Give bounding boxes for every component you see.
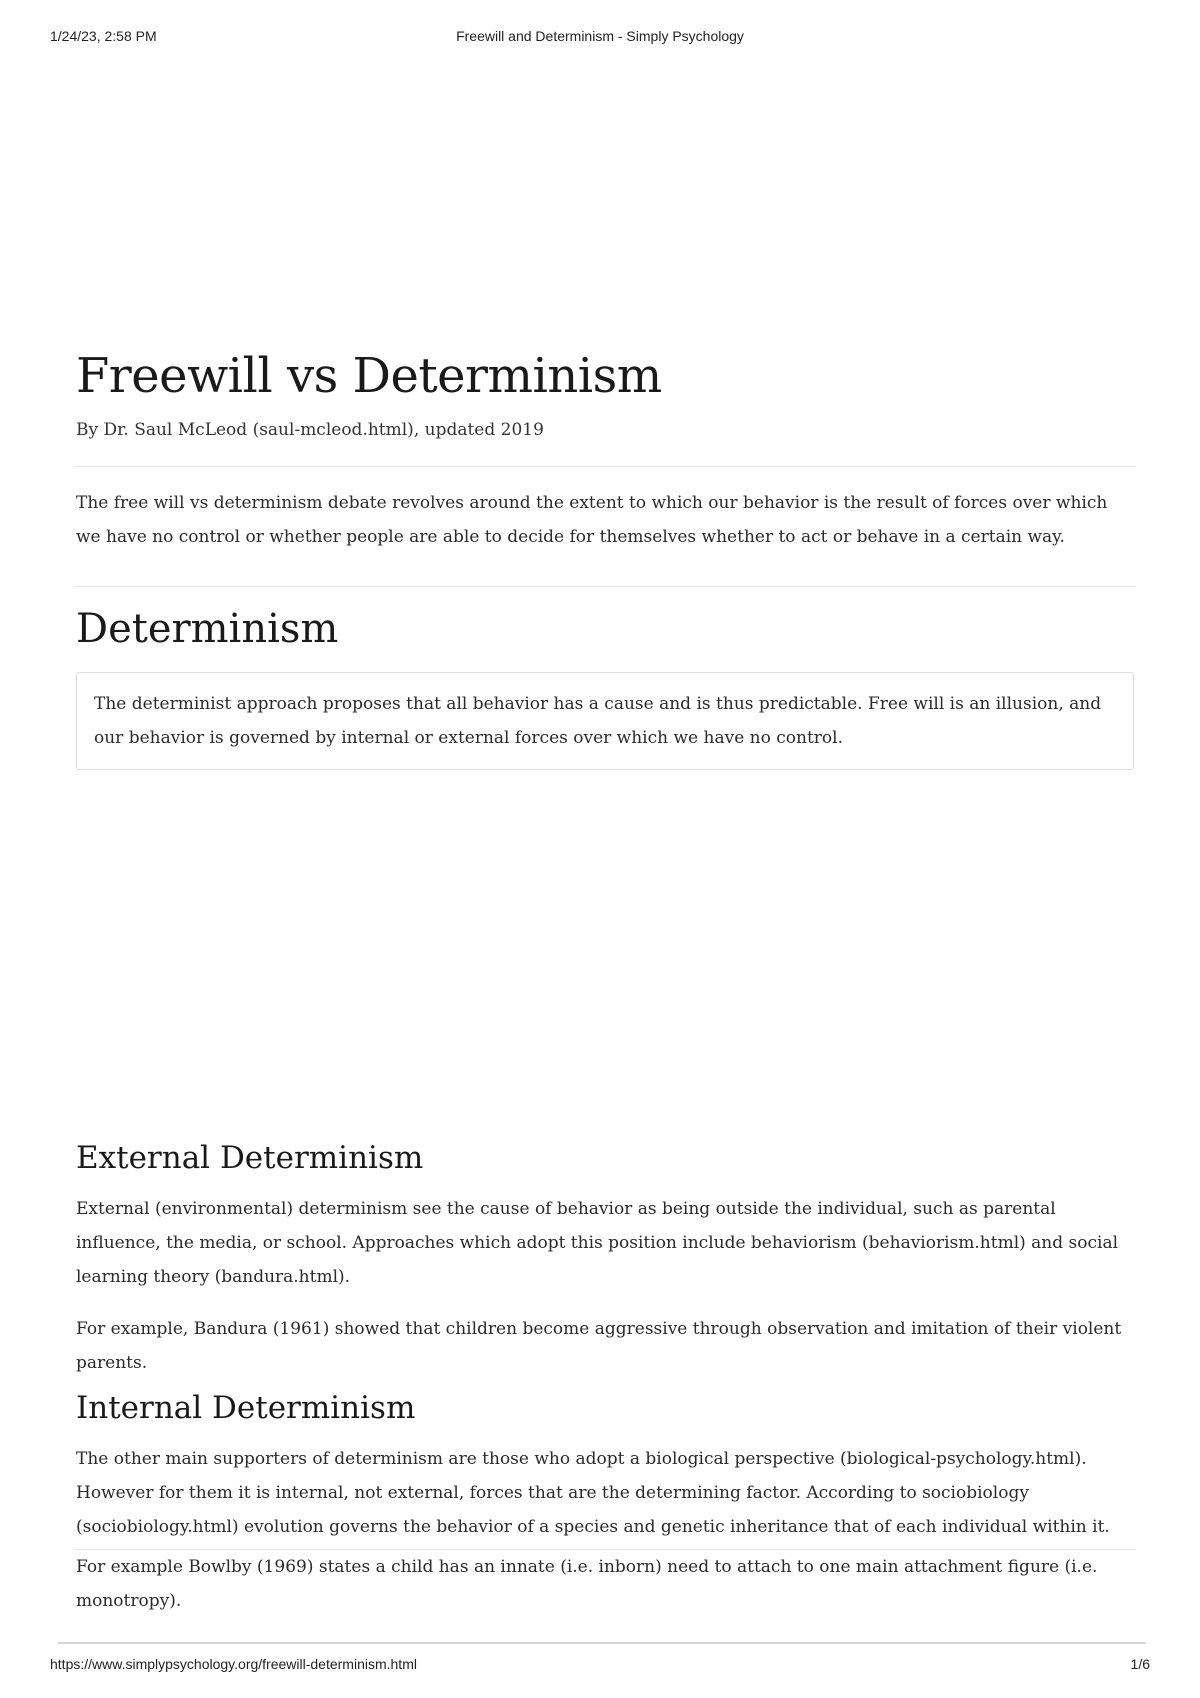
- heading-external-determinism: External Determinism: [76, 1140, 424, 1176]
- intro-paragraph: The free will vs determinism debate revolves around the extent to which our behavior is the result of forces over which we have no control or whether people are able to decide for themselves whether to act or behave in a certain way.: [76, 493, 1108, 547]
- print-url: https://www.simplypsychology.org/freewill-determinism.html: [50, 1656, 417, 1672]
- divider: [76, 466, 1136, 467]
- internal-paragraph-2: For example Bowlby (1969) states a child has an innate (i.e. inborn) need to attach to one main attachment figure (i.e. monotropy).: [76, 1557, 1098, 1611]
- article-title: Freewill vs Determinism: [76, 348, 662, 404]
- section-heading-determinism: Determinism: [76, 606, 339, 652]
- print-page-title: Freewill and Determinism - Simply Psychology: [456, 28, 744, 44]
- callout-text: The determinist approach proposes that all behavior has a cause and is thus predictable. Free will is an illusion, and our behavior is governed by internal or external forces over which we have no control.: [94, 694, 1102, 748]
- article-byline: By Dr. Saul McLeod (saul-mcleod.html), updated 2019: [76, 420, 544, 440]
- external-paragraph-1: External (environmental) determinism see the cause of behavior as being outside the individual, such as parental influence, the media, or school. Approaches which adopt this position include behaviorism (behaviorism.html) and social learning theory (bandura.html).: [76, 1199, 1119, 1287]
- heading-internal-determinism: Internal Determinism: [76, 1390, 416, 1426]
- print-page-number: 1/6: [1130, 1656, 1150, 1672]
- definition-callout: [76, 672, 1134, 770]
- divider: [76, 586, 1136, 587]
- print-datetime: 1/24/23, 2:58 PM: [50, 28, 157, 44]
- print-footer: [50, 1656, 1150, 1672]
- footer-rule: [58, 1642, 1146, 1644]
- print-header: [50, 28, 1150, 48]
- external-paragraph-2: For example, Bandura (1961) showed that children become aggressive through observation and imitation of their violent parents.: [76, 1319, 1122, 1373]
- internal-paragraph-1: The other main supporters of determinism are those who adopt a biological perspective (biological-psychology.html). However for them it is internal, not external, forces that are the determining factor. According to sociobiology (sociobiology.html) evolution governs the behavior of a species and genetic inheritance that of each individual within it.: [76, 1449, 1110, 1537]
